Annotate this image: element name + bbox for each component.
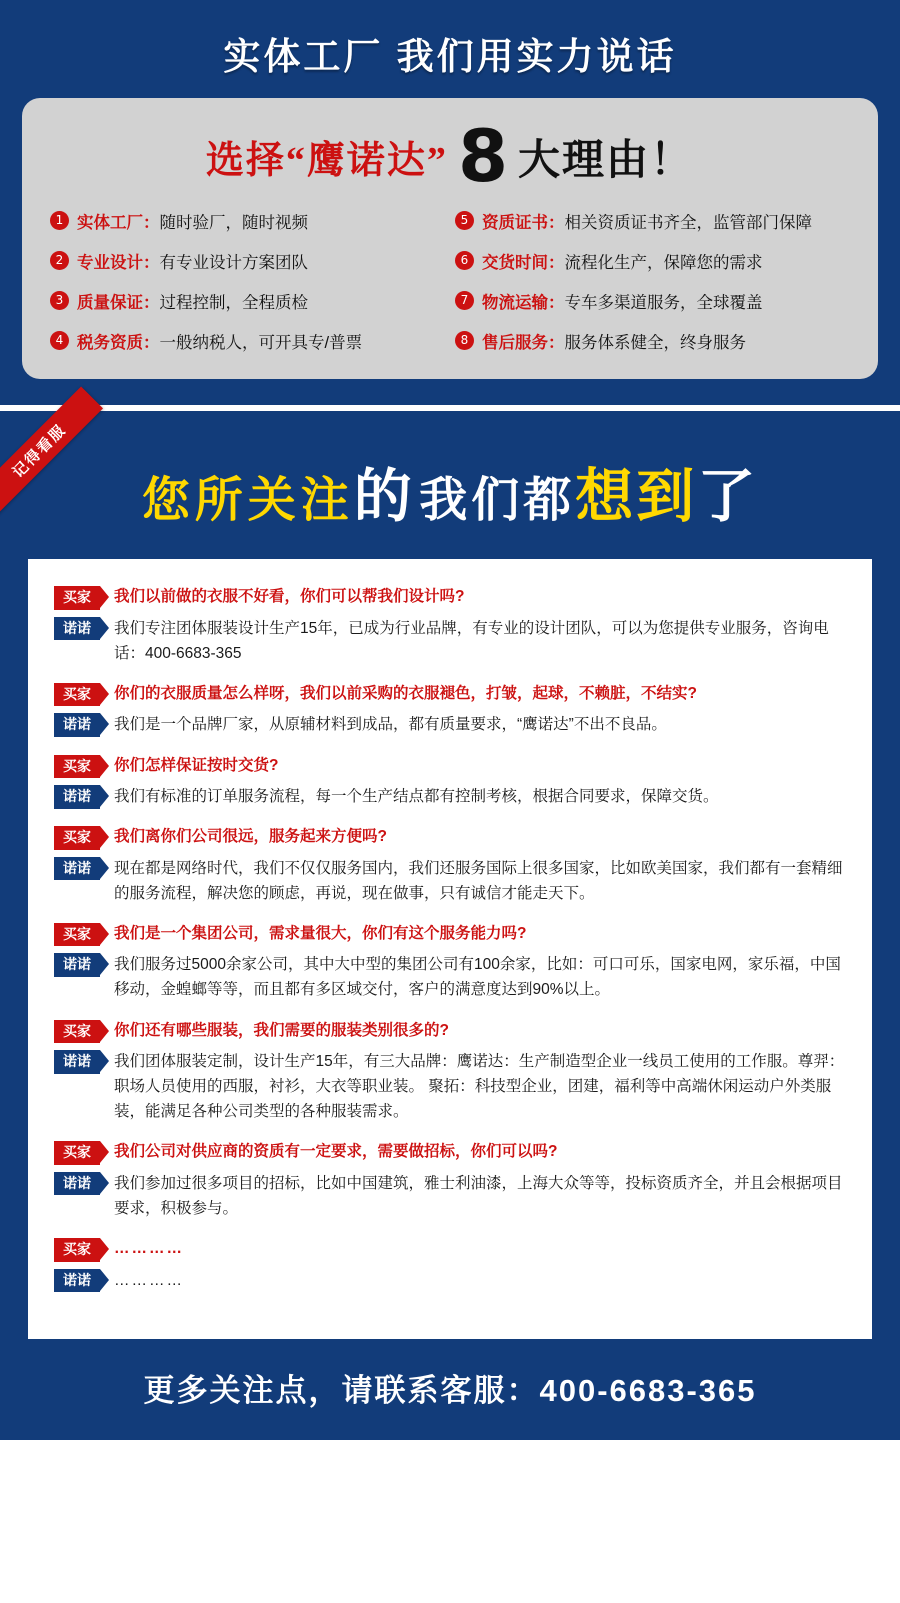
reason-item bbox=[455, 289, 850, 313]
qa-block bbox=[54, 1019, 846, 1125]
qa-question-text: 你们还有哪些服装，我们需要的服装类别很多的? bbox=[114, 1021, 449, 1039]
qa-answer-text: 我们参加过很多项目的招标，比如中国建筑，雅士利油漆，上海大众等等，投标资质齐全，并且会根据项目要求，积极参与。 bbox=[114, 1174, 843, 1217]
reason-item bbox=[455, 209, 850, 233]
qa-question-row bbox=[54, 1140, 846, 1165]
buyer-tag: 买家 bbox=[54, 1020, 100, 1044]
qa-question-row bbox=[54, 585, 846, 610]
qa-question-text: 你们怎样保证按时交货? bbox=[114, 756, 279, 774]
reason-label: 售后服务： bbox=[482, 334, 565, 353]
qa-section bbox=[0, 405, 900, 1440]
reason-text: 相关资质证书齐全，监管部门保障 bbox=[564, 214, 812, 233]
qa-answer-row bbox=[54, 1049, 846, 1124]
reason-label: 税务资质： bbox=[77, 334, 160, 353]
seller-tag: 诺诺 bbox=[54, 953, 100, 977]
reason-label: 交货时间： bbox=[482, 254, 565, 273]
qa-question-text: 我们公司对供应商的资质有一定要求，需要做招标，你们可以吗? bbox=[114, 1143, 558, 1161]
qa-question-text: 我们以前做的衣服不好看，你们可以帮我们设计吗? bbox=[114, 588, 465, 606]
reason-label: 实体工厂： bbox=[77, 214, 160, 233]
reason-item bbox=[50, 209, 445, 233]
seller-tag: 诺诺 bbox=[54, 1050, 100, 1074]
qa-question-row bbox=[54, 682, 846, 707]
buyer-tag: 买家 bbox=[54, 755, 100, 779]
buyer-tag: 买家 bbox=[54, 1141, 100, 1165]
reason-text: 专车多渠道服务，全球覆盖 bbox=[564, 294, 763, 313]
reason-item bbox=[50, 329, 445, 353]
reason-number-badge: 6 bbox=[455, 251, 474, 270]
buyer-tag: 买家 bbox=[54, 586, 100, 610]
qa-card bbox=[28, 559, 872, 1339]
reasons-grid bbox=[50, 209, 850, 353]
qa-block bbox=[54, 754, 846, 810]
qa-answer-text: 我们有标准的订单服务流程，每一个生产结点都有控制考核，根据合同要求，保障交货。 bbox=[114, 788, 719, 806]
reasons-title-number: 8 bbox=[457, 114, 509, 198]
qa-answer-row bbox=[54, 616, 846, 666]
qa-answer-text: 我们是一个品牌厂家，从原辅材料到成品，都有质量要求，“鹰诺达”不出不良品。 bbox=[114, 716, 667, 734]
reason-item bbox=[455, 249, 850, 273]
qa-answer-text: ………… bbox=[114, 1271, 184, 1289]
qa-answer-row bbox=[54, 784, 846, 809]
qa-answer-row bbox=[54, 1268, 846, 1293]
reason-label: 专业设计： bbox=[77, 254, 160, 273]
reason-item bbox=[50, 289, 445, 313]
qa-question-row bbox=[54, 1019, 846, 1044]
reason-text: 随时验厂，随时视频 bbox=[159, 214, 308, 233]
buyer-tag: 买家 bbox=[54, 826, 100, 850]
qa-question-text: 我们离你们公司很远，服务起来方便吗? bbox=[114, 828, 387, 846]
seller-tag: 诺诺 bbox=[54, 857, 100, 881]
qa-answer-text: 现在都是网络时代，我们不仅仅服务国内，我们还服务国际上很多国家，比如欧美国家，我们都有一套精细的服务流程，解决您的顾虑，再说，现在做事，只有诚信才能走天下。 bbox=[114, 859, 843, 902]
reasons-section bbox=[0, 0, 900, 405]
qa-answer-text: 我们服务过5000余家公司，其中大中型的集团公司有100余家，比如：可口可乐，国家电网，家乐福，中国移动，金蝗螂等等，而且都有多区域交付，客户的满意度达到90%以上。 bbox=[114, 956, 841, 999]
qa-title-part3: 我们都 bbox=[419, 474, 576, 528]
reason-text: 服务体系健全，终身服务 bbox=[564, 334, 746, 353]
reason-item bbox=[455, 329, 850, 353]
qa-question-row bbox=[54, 1237, 846, 1262]
main-headline: 实体工厂 我们用实力说话 bbox=[223, 36, 677, 77]
qa-question-text: 你们的衣服质量怎么样呀，我们以前采购的衣服褪色，打皱，起球，不赖脏，不结实? bbox=[114, 684, 697, 702]
qa-title-part2: 的 bbox=[353, 464, 415, 530]
reason-text: 流程化生产，保障您的需求 bbox=[564, 254, 763, 273]
qa-question-row bbox=[54, 825, 846, 850]
reasons-title-suffix: 大理由！ bbox=[518, 137, 695, 184]
reason-text: 一般纳税人，可开具专/普票 bbox=[159, 334, 363, 353]
reason-text: 过程控制，全程质检 bbox=[159, 294, 308, 313]
qa-block bbox=[54, 1140, 846, 1221]
reason-number-badge: 8 bbox=[455, 331, 474, 350]
qa-title-part5: 了 bbox=[697, 464, 759, 530]
reasons-card-title bbox=[50, 114, 850, 209]
seller-tag: 诺诺 bbox=[54, 785, 100, 809]
reason-item bbox=[50, 249, 445, 273]
reason-label: 资质证书： bbox=[482, 214, 565, 233]
buyer-tag: 买家 bbox=[54, 923, 100, 947]
qa-answer-row bbox=[54, 712, 846, 737]
qa-block bbox=[54, 585, 846, 666]
corner-ribbon: 记得看服 bbox=[0, 387, 103, 515]
reason-text: 有专业设计方案团队 bbox=[159, 254, 308, 273]
seller-tag: 诺诺 bbox=[54, 1172, 100, 1196]
reason-number-badge: 4 bbox=[50, 331, 69, 350]
qa-question-row bbox=[54, 754, 846, 779]
reason-label: 质量保证： bbox=[77, 294, 160, 313]
qa-block bbox=[54, 922, 846, 1003]
reasons-title-prefix: 选择“鹰诺达” bbox=[205, 140, 448, 183]
reason-label: 物流运输： bbox=[482, 294, 565, 313]
qa-title-part1: 您所关注 bbox=[141, 474, 354, 528]
seller-tag: 诺诺 bbox=[54, 1269, 100, 1293]
qa-block bbox=[54, 825, 846, 906]
qa-question-row bbox=[54, 922, 846, 947]
qa-answer-text: 我们专注团体服装设计生产15年，已成为行业品牌，有专业的设计团队，可以为您提供专业服务，咨询电话：400-6683-365 bbox=[114, 619, 829, 662]
qa-section-title bbox=[0, 411, 900, 559]
qa-answer-row bbox=[54, 856, 846, 906]
seller-tag: 诺诺 bbox=[54, 617, 100, 641]
qa-question-text: 我们是一个集团公司，需求量很大，你们有这个服务能力吗? bbox=[114, 924, 527, 942]
qa-block bbox=[54, 1237, 846, 1293]
reason-number-badge: 3 bbox=[50, 291, 69, 310]
qa-answer-row bbox=[54, 1171, 846, 1221]
reasons-card bbox=[22, 98, 878, 379]
qa-answer-text: 我们团体服装定制，设计生产15年，有三大品牌：鹰诺达：生产制造型企业一线员工使用的工作服。尊羿：职场人员使用的西服，衬衫，大衣等职业装。 聚拓：科技型企业，团建，福利等中高端休闲运动户外类服装，能满足各种公司类型的各种服装需求。 bbox=[114, 1053, 845, 1121]
seller-tag: 诺诺 bbox=[54, 713, 100, 737]
qa-question-text: ………… bbox=[114, 1240, 184, 1258]
reason-number-badge: 2 bbox=[50, 251, 69, 270]
qa-title-part4: 想到 bbox=[575, 464, 698, 530]
footer-contact-text: 更多关注点，请联系客服：400-6683-365 bbox=[143, 1372, 757, 1408]
reason-number-badge: 5 bbox=[455, 211, 474, 230]
buyer-tag: 买家 bbox=[54, 683, 100, 707]
reason-number-badge: 1 bbox=[50, 211, 69, 230]
qa-block bbox=[54, 682, 846, 738]
buyer-tag: 买家 bbox=[54, 1238, 100, 1262]
qa-answer-row bbox=[54, 952, 846, 1002]
reason-number-badge: 7 bbox=[455, 291, 474, 310]
footer-bar bbox=[0, 1339, 900, 1440]
